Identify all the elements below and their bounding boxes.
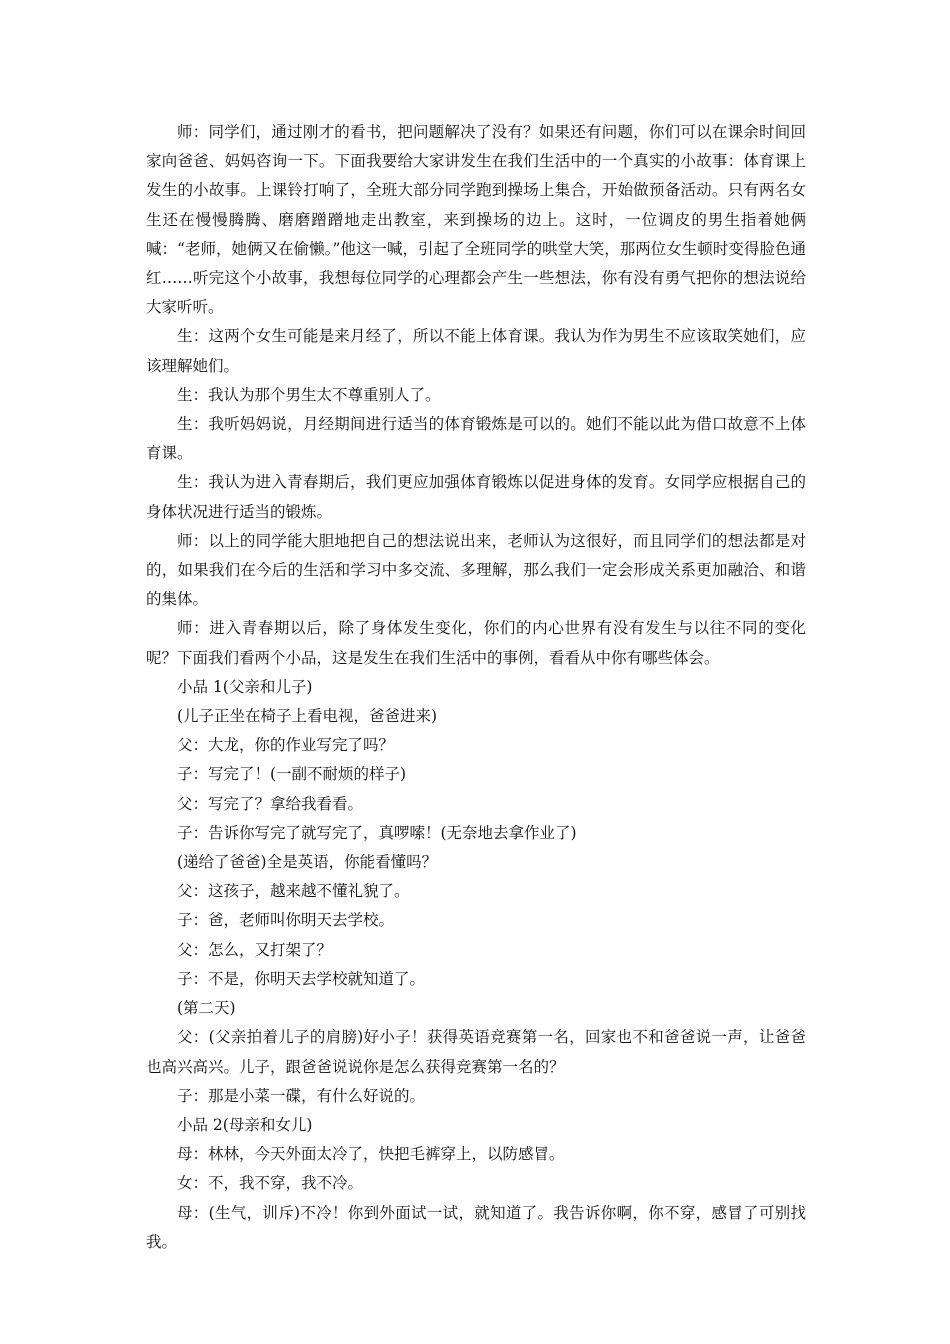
skit-2-line: 女：不，我不穿，我不冷。 bbox=[177, 1174, 364, 1193]
paragraph-teacher-summary: 师：以上的同学能大胆地把自己的想法说出来，老师认为这很好，而且同学们的想法都是对的，如果我们在今后的生活和学习中多交流、多理解，那么我们一定会形成关系更加融洽、和谐的集体。 bbox=[146, 531, 806, 609]
skit-1-line: 父：怎么，又打架了？ bbox=[177, 940, 333, 959]
skit-1-line: 子：写完了！(一副不耐烦的样子) bbox=[177, 765, 407, 784]
skit-1-line: 父：大龙，你的作业写完了吗？ bbox=[177, 736, 395, 755]
skit-1-line: (递给了爸爸)全是英语，你能看懂吗？ bbox=[177, 853, 438, 872]
skit-1-line: 子：那是小菜一碟，有什么好说的。 bbox=[177, 1086, 426, 1105]
paragraph-student-4: 生：我认为进入青春期后，我们更应加强体育锻炼以促进身体的发育。女同学应根据自己的身体状况进行适当的锻炼。 bbox=[146, 473, 806, 521]
paragraph-student-1: 生：这两个女生可能是来月经了，所以不能上体育课。我认为作为男生不应该取笑她们，应该理解她们。 bbox=[146, 327, 806, 375]
skit-1-line: 父：这孩子，越来越不懂礼貌了。 bbox=[177, 882, 410, 901]
paragraph-student-2: 生：我认为那个男生太不尊重别人了。 bbox=[177, 385, 441, 404]
paragraph-teacher-story: 师：同学们，通过刚才的看书，把问题解决了没有？如果还有问题，你们可以在课余时间回家向爸爸、妈妈咨询一下。下面我要给大家讲发生在我们生活中的一个真实的小故事：体育课上发生的小故事。上课铃打响了，全班大部分同学跑到操场上集合，开始做预备活动。只有两名女生还在慢慢腾腾、磨磨蹭蹭地走出教室，来到操场的边上。这时，一位调皮的男生指着她俩喊：“老师，她俩又在偷懒。”他这一喊，引起了全班同学的哄堂大笑，那两位女生顿时变得脸色通红……听完这个小故事，我想每位同学的心理都会产生一些想法，你有没有勇气把你的想法说给大家听听。 bbox=[146, 123, 806, 317]
skit-1-line: 子：不是，你明天去学校就知道了。 bbox=[177, 969, 426, 988]
skit-2-title: 小品 2(母亲和女儿) bbox=[177, 1115, 313, 1134]
skit-1-line: 父：(父亲拍着儿子的肩膀)好小子！获得英语竞赛第一名，回家也不和爸爸说一声，让爸爸也高兴高兴。儿子，跟爸爸说说你是怎么获得竞赛第一名的？ bbox=[146, 1028, 806, 1076]
skit-1-line: 子：爸，老师叫你明天去学校。 bbox=[177, 911, 395, 930]
skit-1-line: 子：告诉你写完了就写完了，真啰嗦！(无奈地去拿作业了) bbox=[177, 823, 577, 842]
paragraph-student-3: 生：我听妈妈说，月经期间进行适当的体育锻炼是可以的。她们不能以此为借口故意不上体育课。 bbox=[146, 415, 806, 463]
paragraph-teacher-intro-skits: 师：进入青春期以后，除了身体发生变化，你们的内心世界有没有发生与以往不同的变化呢？下面我们看两个小品，这是发生在我们生活中的事例，看看从中你有哪些体会。 bbox=[146, 619, 806, 667]
skit-1-stage-direction: (第二天) bbox=[177, 999, 236, 1018]
skit-1-line: 父：写完了？拿给我看看。 bbox=[177, 794, 364, 813]
skit-2-line: 母：林林，今天外面太冷了，快把毛裤穿上，以防感冒。 bbox=[177, 1145, 565, 1164]
skit-2-line: 母：(生气，训斥)不冷！你到外面试一试，就知道了。我告诉你啊，你不穿，感冒了可别找我。 bbox=[146, 1203, 806, 1251]
document-body bbox=[146, 118, 806, 1257]
skit-1-title: 小品 1(父亲和儿子) bbox=[177, 677, 313, 696]
skit-1-stage-direction: (儿子正坐在椅子上看电视，爸爸进来) bbox=[177, 707, 438, 726]
